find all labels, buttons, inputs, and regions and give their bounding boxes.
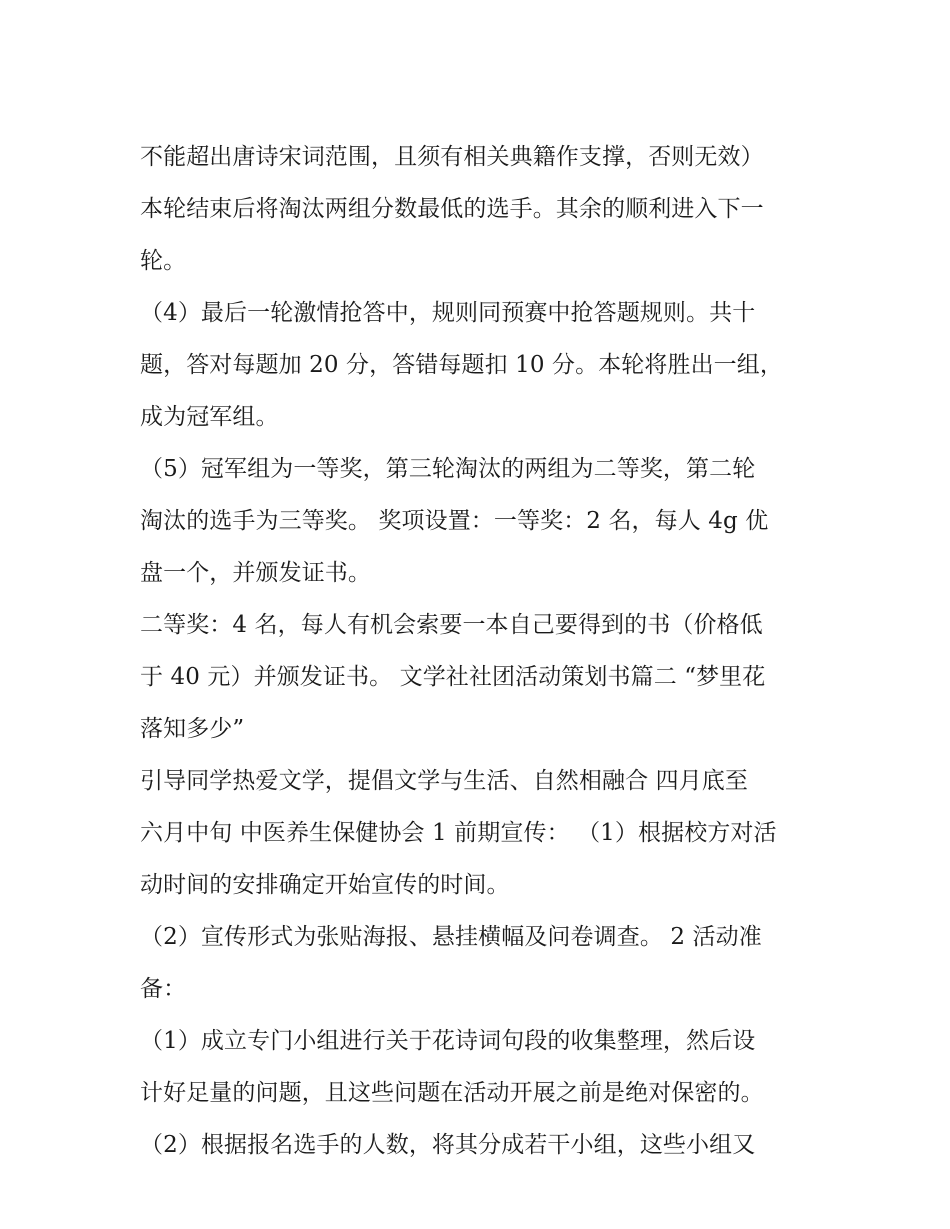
text-line: 二等奖：4 名，每人有机会索要一本自己要得到的书（价格低: [140, 612, 763, 638]
text-line: 题，答对每题加 20 分，答错每题扣 10 分。本轮将胜出一组，: [140, 352, 783, 378]
text-line: 落知多少”: [140, 716, 245, 742]
text-line: 引导同学热爱文学，提倡文学与生活、自然相融合 四月底至: [140, 768, 749, 794]
text-line: 六月中旬 中医养生保健协会 1 前期宣传： （1）根据校方对活: [140, 820, 777, 846]
text-line: 盘一个，并颁发证书。: [140, 560, 371, 586]
document-body: [140, 131, 820, 1171]
text-line: （5）冠军组为一等奖，第三轮淘汰的两组为二等奖，第二轮: [140, 456, 756, 482]
text-line: 成为冠军组。: [140, 404, 279, 430]
text-line: （4）最后一轮激情抢答中，规则同预赛中抢答题规则。共十: [140, 300, 756, 326]
text-line: 动时间的安排确定开始宣传的时间。: [140, 872, 510, 898]
text-line: 本轮结束后将淘汰两组分数最低的选手。其余的顺利进入下一: [140, 196, 764, 222]
text-line: 淘汰的选手为三等奖。 奖项设置：一等奖：2 名，每人 4g 优: [140, 508, 769, 534]
text-line: （2）宣传形式为张贴海报、悬挂横幅及问卷调查。 2 活动准: [140, 924, 762, 950]
text-line: 计好足量的问题，且这些问题在活动开展之前是绝对保密的。: [140, 1080, 764, 1106]
text-line: 于 40 元）并颁发证书。 文学社社团活动策划书篇二 “梦里花: [140, 664, 766, 690]
text-line: （1）成立专门小组进行关于花诗词句段的收集整理，然后设: [140, 1028, 756, 1054]
text-line: （2）根据报名选手的人数，将其分成若干小组，这些小组又: [140, 1132, 756, 1158]
text-line: 轮。: [140, 248, 187, 274]
text-line: 备：: [140, 976, 187, 1002]
text-line: 不能超出唐诗宋词范围，且须有相关典籍作支撑，否则无效）: [140, 144, 764, 170]
